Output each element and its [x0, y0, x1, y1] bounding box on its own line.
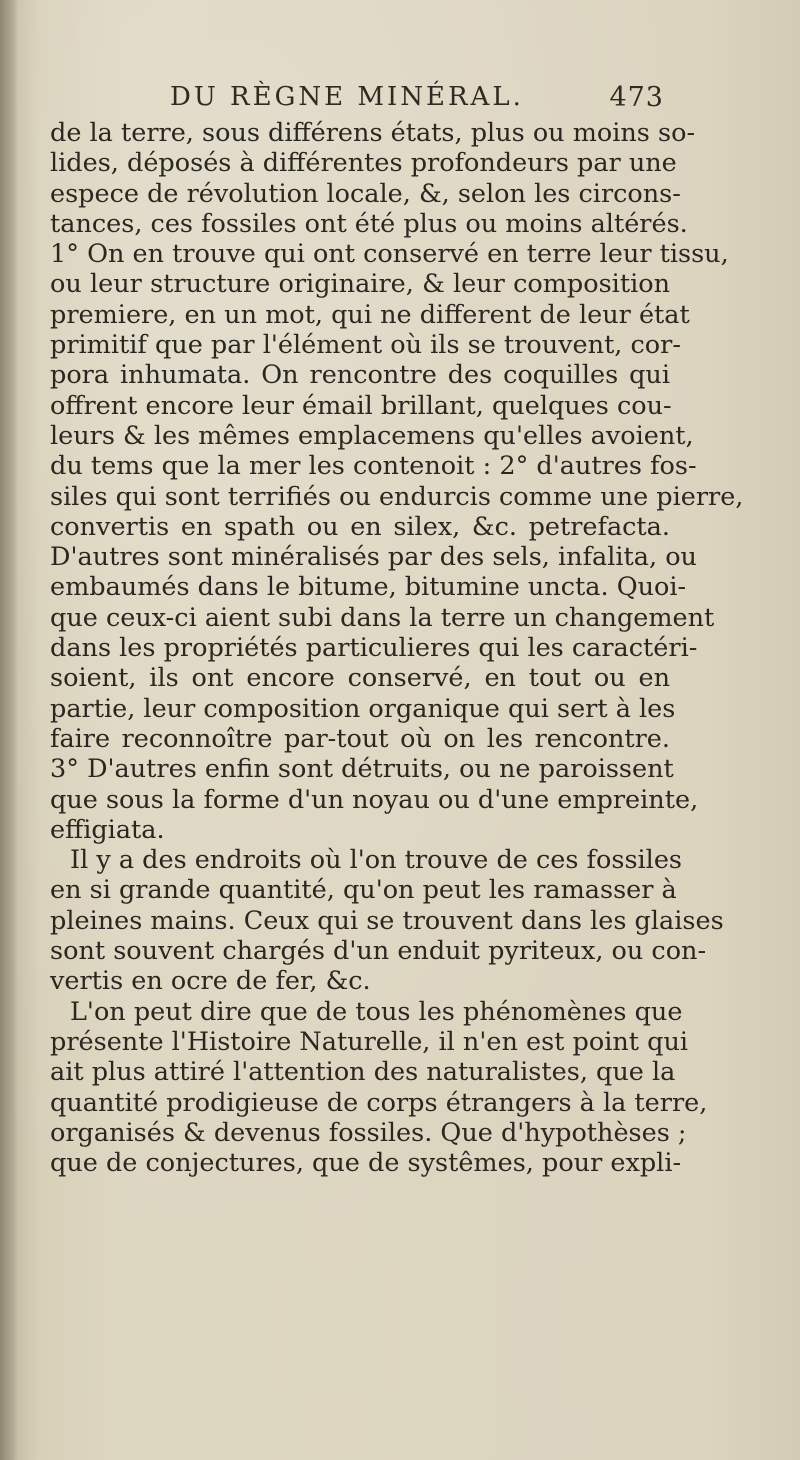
text-line: Il y a des endroits où l'on trouve de ces fossiles — [70, 845, 683, 876]
text-line: 1° On en trouve qui ont conservé en terre leur tissu, — [50, 239, 729, 270]
text-line: ait plus attiré l'attention des naturalistes, que la — [50, 1057, 676, 1088]
text-line: en si grande quantité, qu'on peut les ramasser à — [50, 875, 677, 906]
text-line: ou leur structure originaire, & leur composition — [50, 269, 670, 300]
text-line: vertis en ocre de fer, &c. — [50, 966, 371, 997]
text-line: premiere, en un mot, qui ne different de leur état — [50, 299, 690, 330]
text-line: sont souvent chargés d'un enduit pyriteux, ou con- — [50, 936, 707, 967]
text-line: espece de révolution locale, &, selon les circons- — [50, 178, 681, 209]
text-line: primitif que par l'élément où ils se trouvent, cor- — [50, 330, 681, 361]
text-line: tances, ces fossiles ont été plus ou moins altérés. — [50, 208, 688, 239]
body-text — [50, 118, 744, 1179]
text-line: organisés & devenus fossiles. Que d'hypothèses ; — [50, 1117, 687, 1148]
text-line: L'on peut dire que de tous les phénomènes que — [70, 996, 683, 1027]
text-line: convertis en spath ou en silex, &c. petrefacta. — [50, 511, 670, 542]
text-line: lides, déposés à différentes profondeurs par une — [50, 148, 677, 179]
text-line: que sous la forme d'un noyau ou d'une empreinte, — [50, 784, 699, 815]
text-line: dans les propriétés particulieres qui les caractéri- — [50, 633, 698, 664]
text-line: soient, ils ont encore conservé, en tout ou en — [50, 663, 670, 694]
page-header — [60, 82, 664, 122]
text-line: faire reconnoître par-tout où on les rencontre. — [50, 723, 670, 754]
text-line: siles qui sont terrifiés ou endurcis comme une pierre, — [50, 481, 744, 512]
binding-gutter — [0, 0, 18, 1460]
text-line: quantité prodigieuse de corps étrangers à la terre, — [50, 1087, 708, 1118]
text-line: présente l'Histoire Naturelle, il n'en est point qui — [50, 1026, 689, 1057]
text-line: offrent encore leur émail brillant, quelques cou- — [50, 390, 672, 421]
text-line: pleines mains. Ceux qui se trouvent dans les glaises — [50, 905, 724, 936]
text-line: leurs & les mêmes emplacemens qu'elles avoient, — [50, 420, 694, 451]
text-line: effigiata. — [50, 814, 165, 845]
running-title: DU RÈGNE MINÉRAL. — [170, 82, 524, 112]
text-line: embaumés dans le bitume, bitumine uncta. Quoi- — [50, 572, 687, 603]
text-line: de la terre, sous différens états, plus ou moins so- — [50, 118, 696, 148]
page-number: 473 — [609, 82, 664, 113]
text-line: que de conjectures, que de systêmes, pour expli- — [50, 1148, 682, 1179]
text-line: du tems que la mer les contenoit : 2° d'autres fos- — [50, 451, 697, 482]
text-line: partie, leur composition organique qui sert à les — [50, 693, 676, 724]
text-line: pora inhumata. On rencontre des coquilles qui — [50, 360, 670, 391]
text-line: D'autres sont minéralisés par des sels, infalita, ou — [50, 542, 697, 573]
text-line: que ceux-ci aient subi dans la terre un changement — [50, 602, 715, 633]
text-line: 3° D'autres enfin sont détruits, ou ne paroissent — [50, 754, 674, 785]
